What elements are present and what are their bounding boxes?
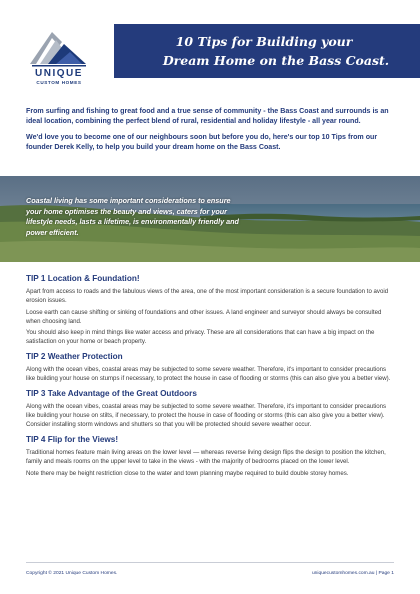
tip-paragraph: Loose earth can cause shifting or sinking of foundations and other issues. A land engineer and surveyor should always be consulted when choosing land.	[26, 308, 382, 325]
tip-heading: TIP 3 Take Advantage of the Great Outdoors	[26, 389, 197, 398]
title-line-2: Dream Home on the Bass Coast.	[162, 53, 390, 68]
footer-website-link[interactable]: uniquecustomhomes.com.au	[311, 571, 375, 576]
title-banner	[114, 24, 420, 78]
intro-section	[26, 106, 398, 158]
logo-tagline: CUSTOM HOMES	[36, 80, 82, 85]
tip-section	[26, 435, 396, 478]
intro-paragraph: From surfing and fishing to great food and a true sense of community - the Bass Coast and surrounds is an ideal location, combining the perfect blend of rural, residential and holiday lifestyle - all year round.	[26, 107, 389, 126]
tip-paragraph: Along with the ocean vibes, coastal areas may be subjected to some severe weather. Therefore, it's important to consider precautions like building your house on stilts, if necessary, to protect the house in case of flooding or storms (this can also give you a better view). Consider installing storm windows and shutters so that you will be protected should severe weather occur.	[26, 403, 387, 428]
intro-paragraph: We'd love you to become one of our neighbours soon but before you do, here's our top 10 Tips from our founder Derek Kelly, to help you build your dream home on the Bass Coast.	[26, 132, 378, 152]
tip-paragraph: Along with the ocean vibes, coastal areas may be subjected to some severe weather. Therefore, it's important to consider precautions like building your house on stumps if necessary, to protect the house in case of flooding or storms (this can also give you a better view).	[26, 366, 391, 382]
tip-heading: TIP 1 Location & Foundation!	[26, 274, 140, 283]
tip-paragraph: Note there may be height restriction close to the water and town planning maybe required to build double storey homes.	[26, 469, 349, 477]
title-line-1: 10 Tips for Building your	[175, 34, 353, 49]
tip-section	[26, 274, 396, 346]
page-title	[114, 32, 414, 70]
tip-paragraph: Traditional homes feature main living areas on the lower level — whereas reverse living design flips the design to position the kitchen, family and meals rooms on the upper level to take in the views - with the majority of bedrooms placed on the lower level.	[26, 449, 386, 465]
footer-copyright: Copyright © 2021 Unique Custom Homes.	[26, 571, 118, 576]
coast-photo	[0, 176, 420, 262]
page-number: Page 1	[378, 571, 394, 576]
tip-heading: TIP 4 Flip for the Views!	[26, 435, 119, 444]
tip-paragraph: You should also keep in mind things like water access and privacy. These are all considerations that can have a big impact on the satisfaction on your home or beach property.	[26, 329, 375, 345]
tips-list	[26, 274, 396, 484]
tip-paragraph: Apart from access to roads and the fabulous views of the area, one of the most important consideration is a secure foundation to avoid erosion issues.	[26, 288, 389, 304]
footer-meta	[312, 571, 394, 576]
tip-section	[26, 352, 396, 383]
tip-section	[26, 389, 396, 429]
tip-heading: TIP 2 Weather Protection	[26, 352, 123, 361]
footer-separator: |	[375, 571, 379, 576]
photo-caption: Coastal living has some important considerations to ensure your home optimises the beauty and views, caters for your lifestyle needs, lasts a lifetime, is environmentally friendly and power efficient.	[26, 196, 239, 237]
footer-divider	[26, 562, 394, 563]
page-header	[0, 0, 420, 96]
logo-wordmark: UNIQUE	[35, 68, 83, 79]
